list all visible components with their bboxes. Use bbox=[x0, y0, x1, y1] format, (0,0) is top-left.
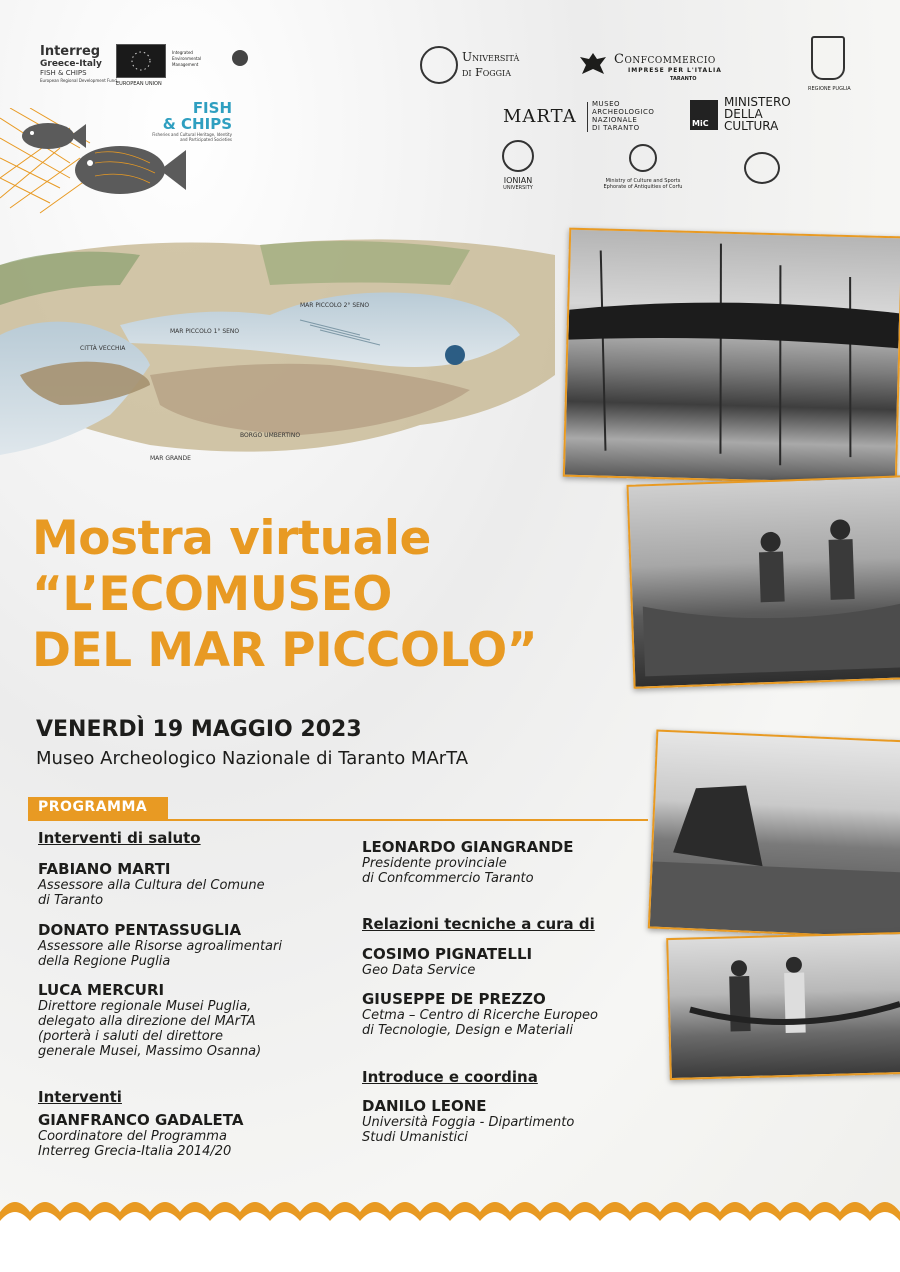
speaker-name-marti: FABIANO MARTI bbox=[38, 860, 171, 878]
ministero-line2: DELLA bbox=[724, 107, 763, 121]
photo-men-with-ropes bbox=[666, 932, 900, 1080]
ministero-mark-icon bbox=[690, 100, 718, 130]
title-line-2: “L’ECOMUSEO bbox=[32, 567, 392, 622]
marta-logo bbox=[503, 100, 663, 134]
interreg-line2: FISH & CHIPS bbox=[40, 69, 87, 77]
ionian-seal-icon bbox=[502, 140, 534, 172]
speaker-name-de-prezzo: GIUSEPPE DE PREZZO bbox=[362, 990, 546, 1008]
speaker-role-gadaleta-2: Interreg Grecia-Italia 2014/20 bbox=[38, 1144, 232, 1159]
speaker-name-pentassuglia: DONATO PENTASSUGLIA bbox=[38, 921, 242, 939]
title-line-3: DEL MAR PICCOLO” bbox=[32, 623, 538, 678]
eu-label: EUROPEAN UNION bbox=[116, 81, 162, 87]
ionian-line2: UNIVERSITY bbox=[503, 185, 533, 191]
speaker-name-mercuri: LUCA MERCURI bbox=[38, 981, 165, 999]
event-date: VENERDÌ 19 MAGGIO 2023 bbox=[36, 717, 362, 742]
marta-line2: ARCHEOLOGICO bbox=[592, 108, 655, 116]
fish-chips-subtitle: Fisheries and Cultural Heritage, Identity and Participated Societies bbox=[152, 132, 232, 142]
ionian-logo bbox=[496, 140, 540, 196]
speaker-role-mercuri-4: generale Musei, Massimo Osanna) bbox=[38, 1044, 262, 1059]
speaker-role-de-prezzo-1: Cetma – Centro di Ricerche Europeo bbox=[362, 1008, 599, 1023]
interreg-line3: European Regional Development Fund bbox=[40, 78, 117, 83]
wave-footer-decoration bbox=[0, 1188, 900, 1272]
title-line-1: Mostra virtuale bbox=[32, 511, 431, 566]
eu-flag-icon bbox=[116, 44, 166, 78]
section-interventi: Interventi bbox=[38, 1088, 122, 1106]
fish-chips-title: FISH bbox=[192, 99, 232, 117]
speaker-role-giangrande-2: di Confcommercio Taranto bbox=[362, 871, 534, 886]
speaker-role-giangrande-1: Presidente provinciale bbox=[362, 856, 507, 871]
corfu-line1: Ministry of Culture and Sports bbox=[605, 178, 681, 184]
ministero-mark: MiC bbox=[692, 119, 709, 128]
ministero-line1: MINISTERO bbox=[724, 95, 791, 109]
unifg-seal-icon bbox=[420, 46, 458, 84]
eagle-icon bbox=[578, 50, 608, 80]
unifg-line1: Università bbox=[462, 50, 520, 64]
corfu-logo bbox=[588, 144, 698, 194]
photo-harbour-mound bbox=[648, 730, 900, 940]
map-label-citta-vecchia: CITTÀ VECCHIA bbox=[80, 345, 126, 352]
section-introduce-e-coordina: Introduce e coordina bbox=[362, 1068, 538, 1086]
ministero-logo bbox=[690, 96, 800, 136]
photo-fishermen-boat bbox=[627, 475, 900, 689]
fish-chips-logo bbox=[150, 100, 240, 142]
speaker-role-pentassuglia-1: Assessore alle Risorse agroalimentari bbox=[38, 939, 282, 954]
regione-label: REGIONE PUGLIA bbox=[808, 86, 851, 92]
interreg-line1: Greece-Italy bbox=[40, 59, 102, 69]
ministero-line3: CULTURA bbox=[724, 119, 779, 133]
confcommercio-line2: TARANTO bbox=[670, 76, 697, 82]
speaker-role-mercuri-1: Direttore regionale Musei Puglia, bbox=[38, 999, 252, 1014]
program-badge: PROGRAMMA bbox=[38, 799, 148, 815]
interreg-logo bbox=[40, 44, 120, 84]
speaker-role-mercuri-2: delegato alla direzione del MArTA bbox=[38, 1014, 256, 1029]
speaker-name-giangrande: LEONARDO GIANGRANDE bbox=[362, 838, 574, 856]
unifg-line2: di Foggia bbox=[462, 66, 511, 79]
marta-line1: MUSEO bbox=[592, 100, 621, 108]
event-venue: Museo Archeologico Nazionale di Taranto MArTA bbox=[36, 748, 469, 769]
confcommercio-logo bbox=[578, 50, 768, 90]
ephorate-seal-icon bbox=[744, 152, 780, 184]
corfu-line2: Ephorate of Antiquities of Corfu bbox=[603, 184, 683, 190]
map-label-mar-piccolo-2: MAR PICCOLO 2° SENO bbox=[300, 302, 370, 309]
confcommercio-title: Confcommercio bbox=[614, 52, 716, 67]
iem-label: Integrated Environmental Management bbox=[172, 50, 202, 67]
speaker-role-gadaleta-1: Coordinatore del Programma bbox=[38, 1129, 227, 1144]
section-relazioni-tecniche: Relazioni tecniche a cura di bbox=[362, 915, 595, 933]
mar-piccolo-map-illustration bbox=[0, 225, 560, 475]
speaker-role-de-prezzo-2: di Tecnologie, Design e Materiali bbox=[362, 1023, 573, 1038]
speaker-role-pentassuglia-2: della Regione Puglia bbox=[38, 954, 171, 969]
speaker-role-marti-1: Assessore alla Cultura del Comune bbox=[38, 878, 265, 893]
section-interventi-di-saluto: Interventi di saluto bbox=[38, 829, 201, 847]
ionian-line1: IONIAN bbox=[503, 176, 533, 185]
speaker-role-leone-2: Studi Umanistici bbox=[362, 1130, 468, 1145]
unifg-logo bbox=[420, 46, 550, 86]
eu-logo bbox=[116, 44, 166, 87]
marta-line4: DI TARANTO bbox=[592, 124, 640, 132]
speaker-role-leone-1: Università Foggia - Dipartimento bbox=[362, 1115, 575, 1130]
speaker-name-leone: DANILO LEONE bbox=[362, 1097, 487, 1115]
marta-title: MARTA bbox=[503, 106, 577, 127]
marta-line3: NAZIONALE bbox=[592, 116, 638, 124]
speaker-name-pignatelli: COSIMO PIGNATELLI bbox=[362, 945, 533, 963]
speaker-role-marti-2: di Taranto bbox=[38, 893, 104, 908]
iem-logo bbox=[172, 50, 252, 68]
map-label-borgo: BORGO UMBERTINO bbox=[240, 432, 301, 439]
speaker-role-pignatelli-1: Geo Data Service bbox=[362, 963, 476, 978]
iem-circle-icon bbox=[232, 50, 248, 66]
interreg-title: Interreg bbox=[40, 44, 101, 59]
confcommercio-line1: IMPRESE PER L'ITALIA bbox=[628, 67, 722, 74]
speaker-role-mercuri-3: (porterà i saluti del direttore bbox=[38, 1029, 224, 1044]
greek-emblem-icon bbox=[629, 144, 657, 172]
fish-chips-title2: & CHIPS bbox=[162, 115, 232, 133]
map-label-mar-piccolo-1: MAR PICCOLO 1° SENO bbox=[170, 328, 240, 335]
speaker-name-gadaleta: GIANFRANCO GADALETA bbox=[38, 1111, 244, 1129]
map-label-mar-grande: MAR GRANDE bbox=[150, 455, 191, 462]
regione-crest-icon bbox=[811, 36, 845, 80]
photo-mussel-ropes bbox=[563, 228, 900, 486]
regione-puglia-logo bbox=[808, 36, 851, 96]
